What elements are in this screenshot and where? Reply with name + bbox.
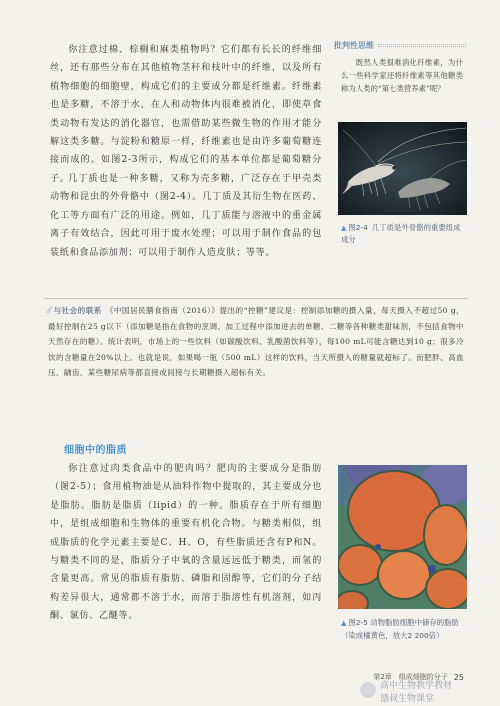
paragraph-lipids: 你注意过肉类食品中的肥肉吗？肥肉的主要成分是脂肪（图2-5）；食用植物油是从油料作物中提取的，其主要成分也是脂肪。脂肪是脂质（lipid）的一种。脂质存在于所有细胞中，是组成细胞和生物体的重要有机化合物。与糖类相似，组成脂质的化学元素主要是C、H、O，有些脂质还含有P和N。与糖类不同的是，脂质分子中氧的含量远远低于糖类，而氢的含量更高。常见的脂质有脂肪、磷脂和固醇等，它们的分子结构差异很大，通常都不溶于水，而溶于脂溶性有机溶剂，如丙酮、氯仿、乙醚等。 <box>50 464 322 622</box>
section-heading: 细胞中的脂质 <box>64 445 127 456</box>
critical-thinking-header <box>334 39 466 52</box>
critical-thinking-title: 批判性思维 <box>334 41 374 50</box>
divider-line <box>378 44 466 47</box>
society-connection-title: 与社会的联系 <box>53 306 102 315</box>
fat-cells-micrograph <box>338 465 467 609</box>
slash-icon: ⁄⁄ <box>48 306 52 315</box>
divider-line <box>44 298 468 299</box>
society-connection-paragraph <box>48 303 464 381</box>
figure-2-5-image <box>338 465 467 609</box>
paragraph-cellulose: 你注意过棉、棕榈和麻类植物吗？它们都有长长的纤维细丝，还有那些分布在其他植物茎秆和枝叶中的纤维，以及所有植物细胞的细胞壁，构成它们的主要成分都是纤维素。纤维素也是多糖，不溶于水，在人和动物体内很难被消化，即使草食类动物有发达的消化器官，也需借助某些微生物的作用才能分解这类多糖。与淀粉和糖原一样，纤维素也是由许多葡萄糖连接而成的。如图2-3所示，构成它们的基本单位都是葡萄糖分子。 <box>50 45 322 184</box>
paragraph-chitin: 几丁质也是一种多糖，又称为壳多糖，广泛存在于甲壳类动物和昆虫的外骨骼中（图2-4）。几丁质及其衍生物在医药、化工等方面有广泛的用途。例如，几丁质能与溶液中的重金属离子有效结合，因此可用于废水处理；可以用于制作食品的包装纸和食品添加剂；可以用于制作人造皮肤；等等。 <box>50 174 322 258</box>
chapter-title: 第2章 组成细胞的分子 <box>373 673 448 681</box>
watermark-line1: 高中生物教学教材 <box>380 681 453 691</box>
triangle-icon: ▲ <box>341 619 347 627</box>
figure-2-4-caption <box>341 222 465 246</box>
figure-2-5-caption <box>341 617 467 642</box>
figure-label: 图2-5 <box>348 618 368 627</box>
figure-2-4-image <box>338 122 467 215</box>
society-connection-text: 《中国居民膳食指南（2016）》提出的“控糖”建议是：控制添加糖的摄入量，每天摄入不超过50 g，最好控制在25 g以下（添加糖是指在食物的烹调、加工过程中添加进去的单糖、二糖等各种糖类甜味剂，不包括食物中天然存在的糖）。统计表明，市场上的一些饮料（如碳酸饮料、乳酸菌饮料等），每100 mL可能含糖达到10 g；很多冷饮的含糖量在20%以上。也就是说，如果喝一瓶（500 mL）这样的饮料，当天所摄入的糖量就超标了。而肥胖、高血压、龋齿、某些糖尿病等都直接或间接与长期糖摄入超标有关。 <box>48 306 464 378</box>
figure-label: 图2-4 <box>348 223 368 232</box>
page-number: 25 <box>453 672 464 682</box>
watermark-line2: 德叔生物课堂 <box>380 694 435 704</box>
figure-caption-text: 几丁质是外骨骼的重要组成成分 <box>341 223 461 244</box>
triangle-icon: ▲ <box>341 224 347 232</box>
shrimp-photo <box>338 122 467 215</box>
watermark <box>356 676 498 706</box>
critical-thinking-text: 既然人类很难消化纤维素，为什么一些科学家还将纤维素等其他糖类称为人类的“第七类营养素”呢？ <box>341 58 463 94</box>
society-connection-box <box>38 298 468 394</box>
figure-caption-text: 动物脂肪细胞中储存的脂肪（染成橘黄色，放大2 200倍） <box>341 618 459 640</box>
